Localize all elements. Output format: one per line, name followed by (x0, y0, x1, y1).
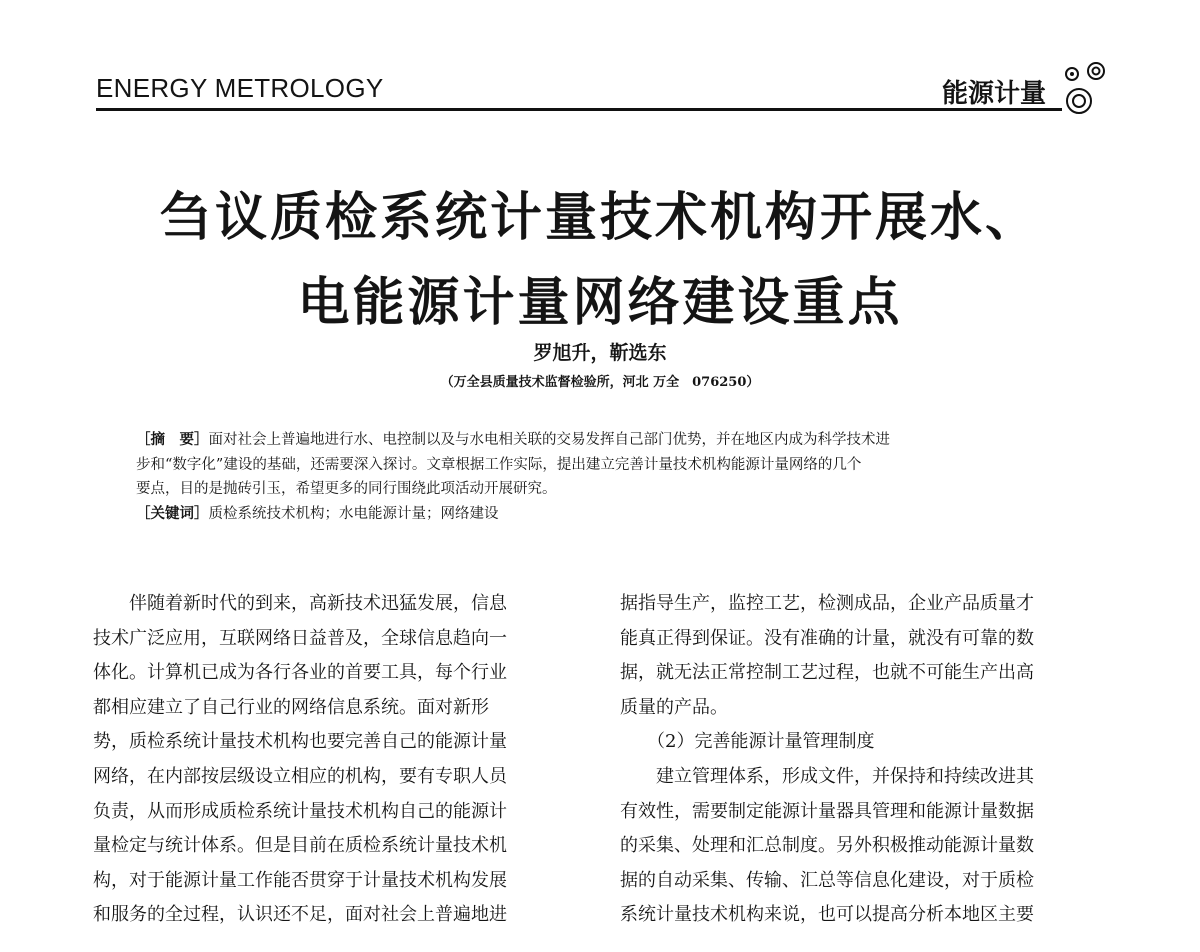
authors: 罗旭升，靳选东 (533, 342, 667, 364)
body-line: 系统计量技术机构来说，也可以提高分析本地区主要 (620, 904, 1034, 926)
header-rule (96, 108, 1062, 111)
abstract-line (136, 428, 1076, 453)
section-heading: （2）完善能源计量管理制度 (620, 731, 875, 753)
abstract-text: 面对社会上普遍地进行水、电控制以及与水电相关联的交易发挥自己部门优势，并在地区内成为科学技术进 (208, 432, 890, 448)
paper-title-line-2: 电能源计量网络建设重点 (297, 272, 903, 333)
body-line: 据的自动采集、传输、汇总等信息化建设，对于质检 (620, 869, 1034, 891)
body-line: 据，就无法正常控制工艺过程，也就不可能生产出高 (620, 662, 1034, 684)
affiliation: （万全县质量技术监督检验所，河北 万全 076250） (440, 375, 760, 390)
keywords-line (136, 502, 1076, 527)
abstract-block (136, 428, 1076, 526)
body-line: 的采集、处理和汇总制度。另外积极推动能源计量数 (620, 835, 1034, 857)
keywords-text: 质检系统技术机构；水电能源计量；网络建设 (208, 505, 499, 522)
body-column-left (93, 587, 583, 933)
body-line: 技术广泛应用，互联网络日益普及，全球信息趋向一 (93, 627, 507, 649)
rings-logo-icon (1055, 58, 1117, 118)
abstract-line: 要点，目的是抛砖引玉，希望更多的同行围绕此项活动开展研究。 (136, 481, 557, 497)
body-column-right (620, 587, 1110, 933)
body-line: 伴随着新时代的到来，高新技术迅猛发展，信息 (93, 593, 507, 614)
body-line: 势，质检系统计量技术机构也要完善自己的能源计量 (93, 731, 507, 753)
body-line: 有效性，需要制定能源计量器具管理和能源计量数据 (620, 800, 1034, 822)
body-line: 都相应建立了自己行业的网络信息系统。面对新形 (93, 696, 489, 718)
abstract-label: ［摘 要］ (136, 432, 209, 448)
body-line: 体化。计算机已成为各行各业的首要工具，每个行业 (93, 662, 507, 684)
body-line: 量检定与统计体系。但是目前在质检系统计量技术机 (93, 835, 507, 857)
body-line: 和服务的全过程，认识还不足，面对社会上普遍地进 (93, 904, 507, 926)
paper-title-line-1: 刍议质检系统计量技术机构开展水、 (159, 187, 1040, 248)
section-name: 能源计量 (942, 79, 1047, 109)
keywords-label: ［关键词］ (136, 505, 209, 522)
body-line: 构，对于能源计量工作能否贯穿于计量技术机构发展 (93, 869, 507, 891)
body-line: 据指导生产，监控工艺，检测成品，企业产品质量才 (620, 593, 1034, 614)
abstract-line: 步和“数字化”建设的基础，还需要深入探讨。文章根据工作实际，提出建立完善计量技术机构能源计量网络的几个 (136, 456, 862, 473)
journal-name: ENERGY METROLOGY (96, 73, 384, 103)
body-line: 网络，在内部按层级设立相应的机构，要有专职人员 (93, 765, 507, 787)
body-line: 负责，从而形成质检系统计量技术机构自己的能源计 (93, 800, 507, 822)
body-line: 能真正得到保证。没有准确的计量，就没有可靠的数 (620, 627, 1034, 649)
body-line: 建立管理体系，形成文件，并保持和持续改进其 (620, 765, 1034, 787)
body-line: 质量的产品。 (620, 696, 728, 718)
